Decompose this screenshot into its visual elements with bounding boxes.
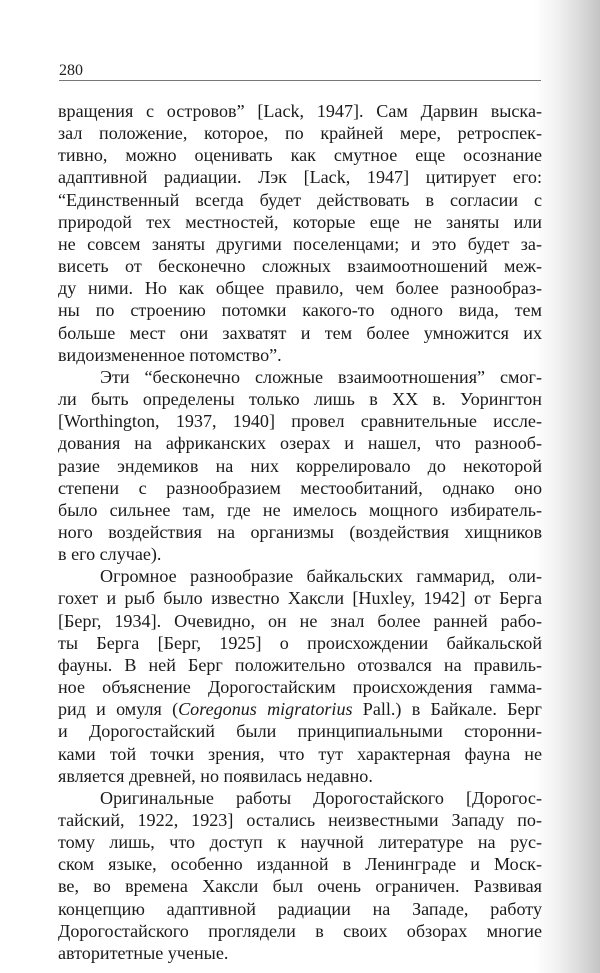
species-name: Coregonus migratorius bbox=[178, 699, 353, 720]
text-line: Эти “бесконечно сложные взаимоотношения” смог- bbox=[100, 366, 542, 387]
text-line: Дорогостайского проглядели в своих обзорах многие bbox=[58, 920, 542, 941]
text-line: дования на африканских озерах и нашел, что разнооб- bbox=[58, 433, 542, 454]
text-line: авторитетные ученые. bbox=[58, 942, 229, 963]
text-line: ное объяснение Дорогостайским происхождения гамма- bbox=[58, 677, 542, 698]
text-line: тайский, 1922, 1923] остались неизвестными Западу по- bbox=[58, 810, 542, 830]
header-rule bbox=[59, 80, 541, 81]
text-line: разие эндемиков на них коррелировало до некоторой bbox=[58, 455, 542, 476]
body-text bbox=[58, 100, 542, 964]
text-line: рид и омуля (Coregonus migratorius Pall.) в Байкале. Берг bbox=[58, 699, 542, 720]
text-line: ском языке, особенно изданной в Ленинграде и Моск- bbox=[58, 854, 542, 875]
text-line: ны по строению потомки какого-то одного вида, тем bbox=[58, 300, 542, 321]
text-line: гохет и рыб было известно Хаксли [Huxley, 1942] от Берга bbox=[58, 588, 542, 609]
text-line: и Дорогостайский были принципиальными сторонни- bbox=[58, 721, 542, 742]
text-line: природой тех местностей, которые еще не заняты или bbox=[58, 211, 542, 232]
text-line: висеть от бесконечно сложных взаимоотношений меж- bbox=[58, 256, 542, 277]
text-line: “Единственный всегда будет действовать в согласии с bbox=[58, 189, 542, 210]
text-line: было сильнее там, где не имелось мощного избиратель- bbox=[58, 499, 542, 520]
text-line: видоизмененное потомство”. bbox=[58, 344, 282, 365]
text-line: степени с разнообразием местообитаний, однако оно bbox=[58, 477, 542, 498]
text-line: Оригинальные работы Дорогостайского [Дорогос- bbox=[100, 787, 542, 808]
text-line: в его случае). bbox=[58, 544, 162, 565]
text-line: тому лишь, что доступ к научной литературе на рус- bbox=[58, 832, 542, 853]
text-line: является древней, но появилась недавно. bbox=[58, 765, 373, 786]
text-line: ве, во времена Хаксли был очень ограничен. Развивая bbox=[58, 876, 542, 897]
text-line: ного воздействия на организмы (воздействия хищников bbox=[58, 521, 542, 542]
text-line: ты Берга [Берг, 1925] о происхождении байкальской bbox=[58, 632, 542, 653]
text-line: адаптивной радиации. Лэк [Lack, 1947] цитирует его: bbox=[58, 167, 542, 188]
paragraph bbox=[58, 366, 542, 565]
text-line: ками той точки зрения, что тут характерная фауна не bbox=[58, 743, 542, 764]
text-line: [Worthington, 1937, 1940] провел сравнительные иссле- bbox=[58, 411, 542, 432]
text-line: Огромное разнообразие байкальских гаммарид, оли- bbox=[100, 566, 542, 587]
text-line: ду ними. Но как общее правило, чем более разнообраз- bbox=[58, 278, 542, 299]
text-line: вращения с островов” [Lack, 1947]. Сам Дарвин выска- bbox=[58, 101, 542, 121]
text-line: фауны. В ней Берг положительно отозвался на правиль- bbox=[58, 654, 542, 675]
paragraph bbox=[58, 565, 542, 787]
text-line: концепцию адаптивной радиации на Западе, работу bbox=[58, 898, 542, 919]
paragraph bbox=[58, 100, 542, 366]
text-line: зал положение, которое, по крайней мере, ретроспек- bbox=[58, 123, 542, 144]
text-line: больше мест они захватят и тем более умножится их bbox=[58, 322, 542, 343]
page-number: 280 bbox=[59, 62, 83, 79]
text-line: [Берг, 1934]. Очевидно, он не знал более ранней рабо- bbox=[58, 610, 542, 631]
paragraph bbox=[58, 787, 542, 964]
text-line: ли быть определены только лишь в XX в. Уорингтон bbox=[58, 389, 542, 410]
text-line: тивно, можно оценивать как смутное еще осознание bbox=[58, 145, 542, 166]
text-line: не совсем заняты другими поселенцами; и это будет за- bbox=[58, 233, 542, 254]
